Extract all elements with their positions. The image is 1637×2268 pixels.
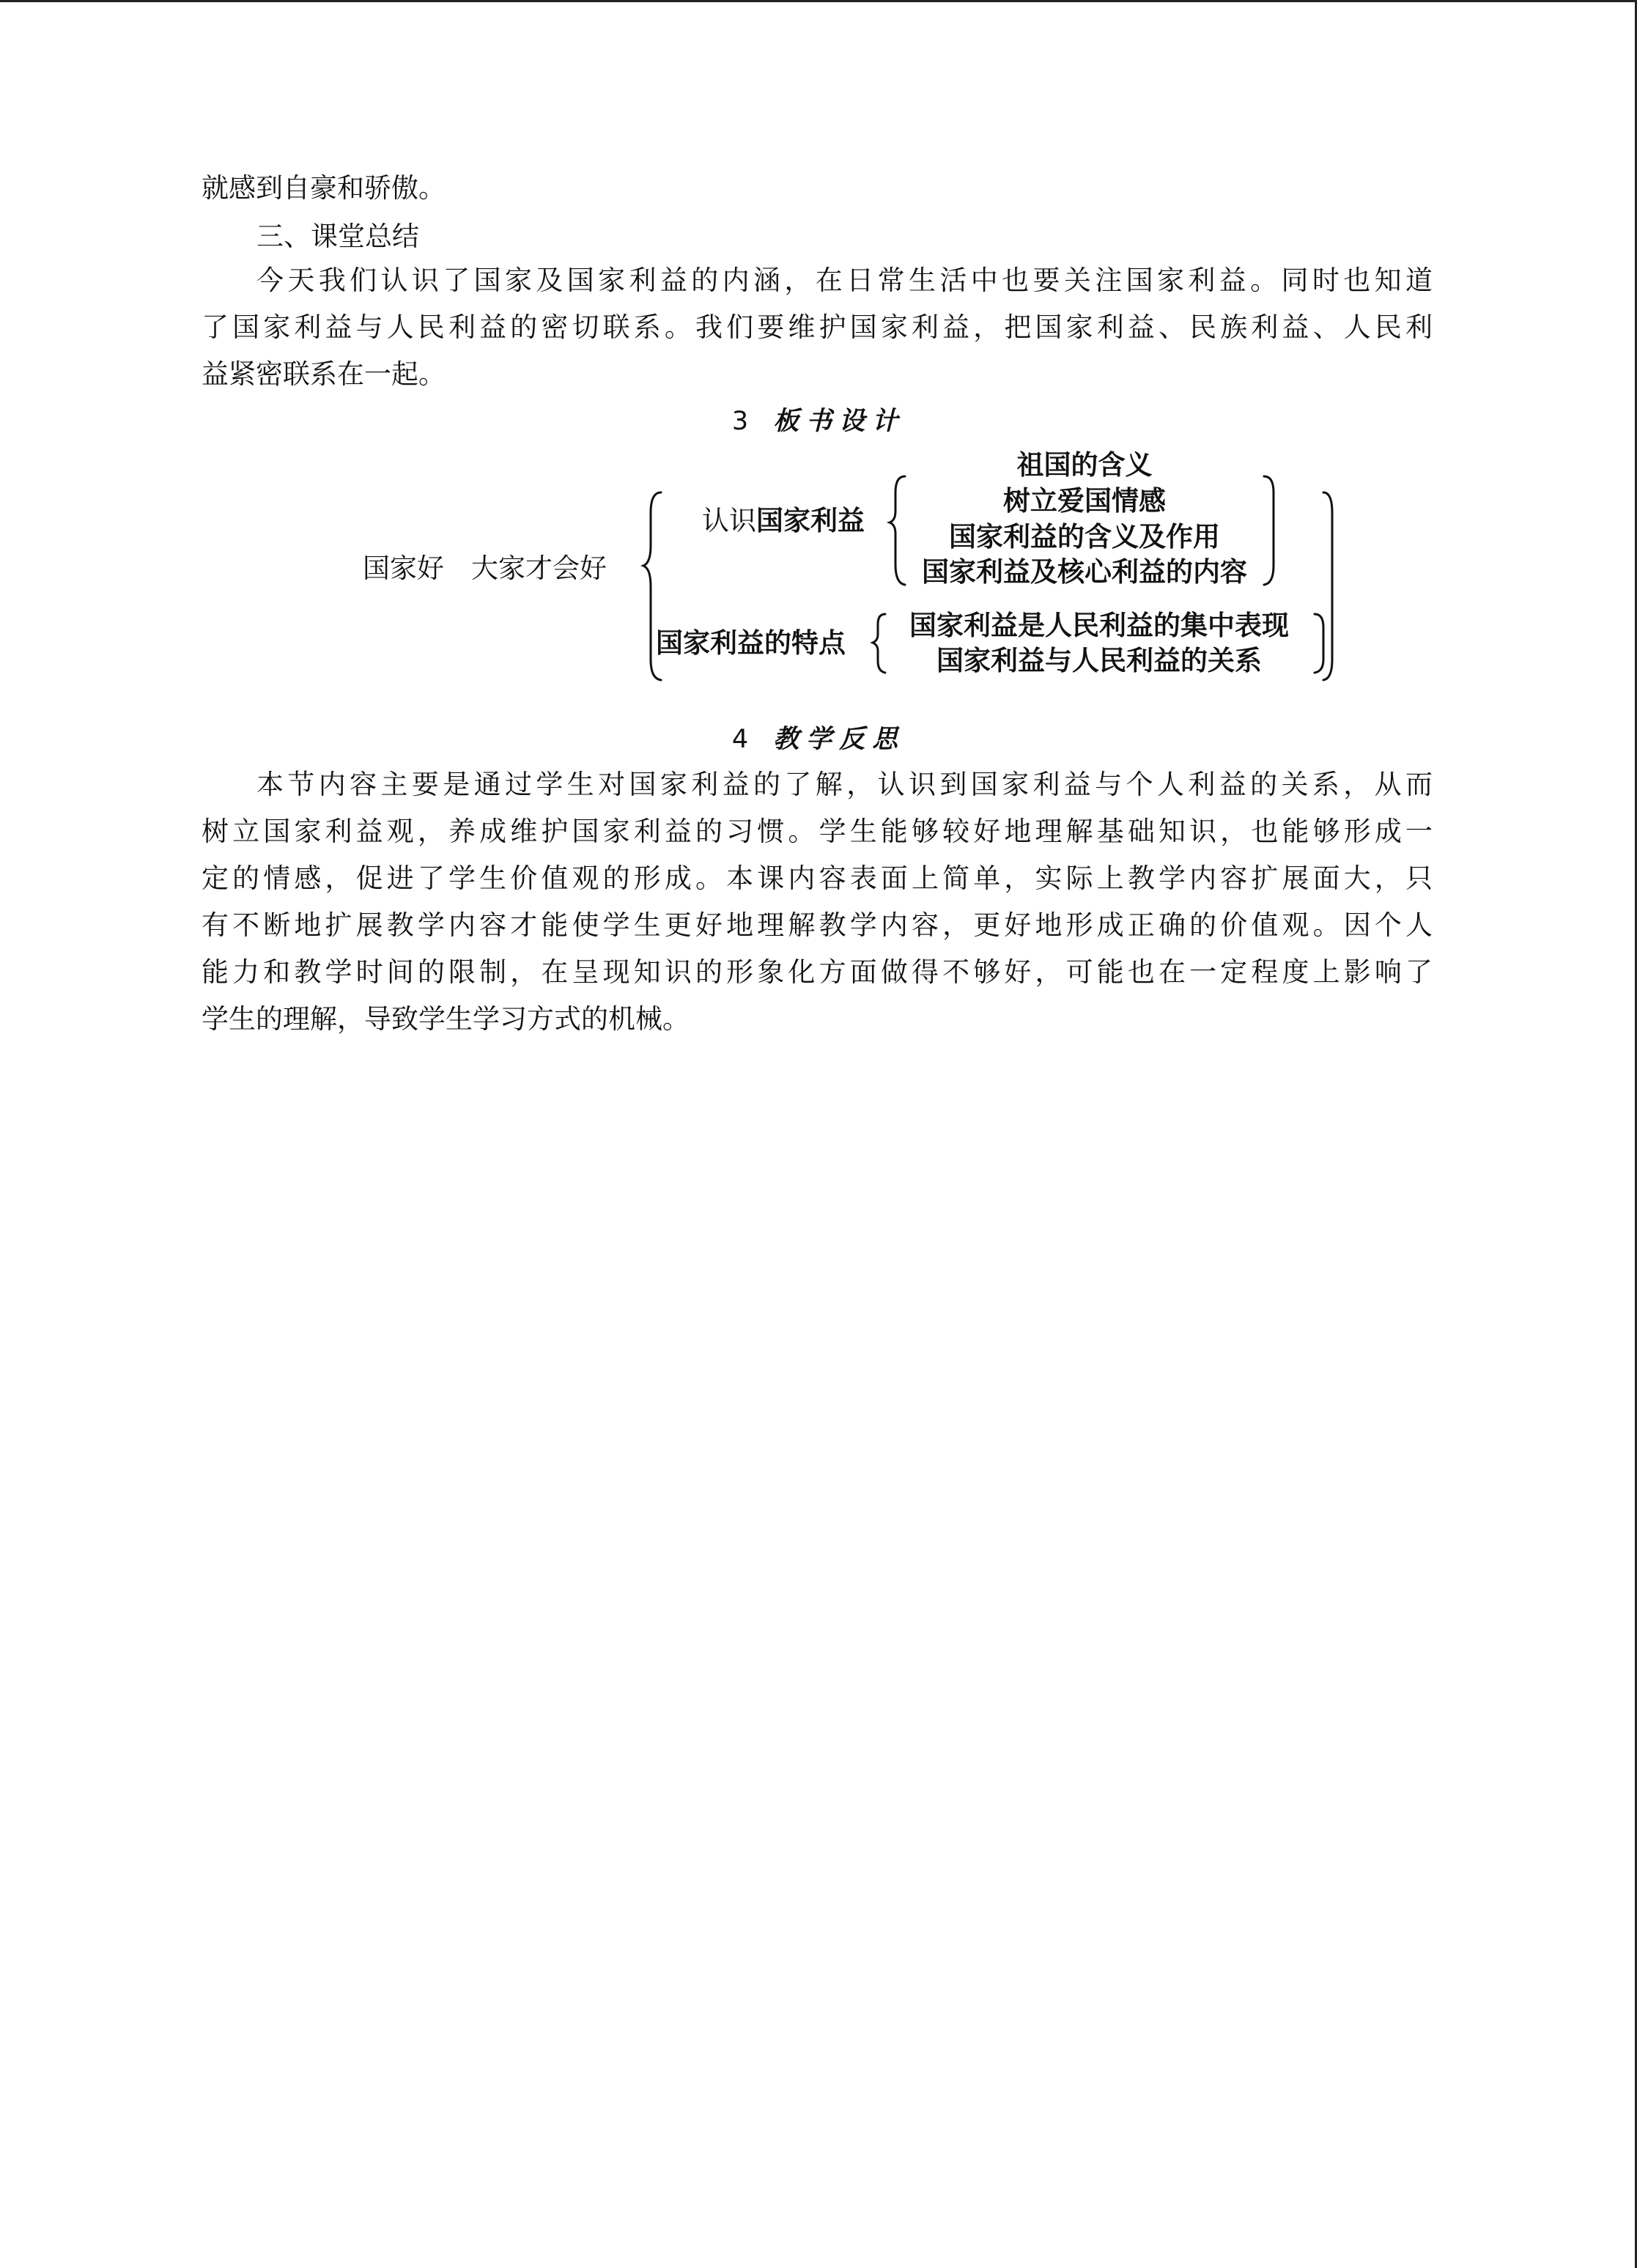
reflection-line-4: 有不断地扩展教学内容才能使学生更好地理解教学内容，更好地形成正确的价值观。因个人 xyxy=(202,909,1433,941)
reflection-heading xyxy=(0,723,1637,756)
summary-line-2: 了国家利益与人民利益的密切联系。我们要维护国家利益，把国家利益、民族利益、人民利 xyxy=(202,311,1433,343)
branch1-label-plain: 认识 xyxy=(702,505,756,536)
branch1-item-4: 国家利益及核心利益的内容 xyxy=(922,556,1247,588)
branch2-label: 国家利益的特点 xyxy=(656,627,846,659)
reflection-line-5: 能力和教学时间的限制，在呈现知识的形象化方面做得不够好，可能也在一定程度上影响了 xyxy=(202,956,1433,988)
board-design-heading xyxy=(0,405,1637,437)
branch1-label-bold: 国家利益 xyxy=(756,505,865,536)
summary-heading: 三、课堂总结 xyxy=(256,221,419,252)
branch2-item-1: 国家利益是人民利益的集中表现 xyxy=(909,610,1289,641)
branch1-label xyxy=(702,504,865,538)
branch2-item-2: 国家利益与人民利益的关系 xyxy=(936,645,1262,676)
reflection-line-1: 本节内容主要是通过学生对国家利益的了解，认识到国家利益与个人利益的关系，从而 xyxy=(256,769,1433,800)
reflection-number: 4 xyxy=(731,725,749,754)
continuation-text: 就感到自豪和骄傲。 xyxy=(202,172,446,204)
summary-line-3: 益紧密联系在一起。 xyxy=(202,358,446,390)
board-design-number: 3 xyxy=(731,407,749,436)
reflection-line-3: 定的情感，促进了学生价值观的形成。本课内容表面上简单，实际上教学内容扩展面大，只 xyxy=(202,862,1433,894)
summary-line-1: 今天我们认识了国家及国家利益的内涵，在日常生活中也要关注国家利益。同时也知道 xyxy=(256,265,1433,296)
reflection-title: 教学反思 xyxy=(773,724,906,754)
reflection-line-2: 树立国家利益观，养成维护国家利益的习惯。学生能够较好地理解基础知识，也能够形成一 xyxy=(202,816,1433,847)
reflection-line-6: 学生的理解，导致学生学习方式的机械。 xyxy=(202,1003,690,1035)
board-root-label: 国家好 大家才会好 xyxy=(363,553,607,584)
branch1-item-2: 树立爱国情感 xyxy=(1003,485,1166,517)
root-right-bracket xyxy=(1323,492,1332,680)
board-design-title: 板书设计 xyxy=(773,406,906,436)
page-border-top xyxy=(0,0,1637,2)
branch1-item-1: 祖国的含义 xyxy=(1016,449,1153,481)
branch1-item-3: 国家利益的含义及作用 xyxy=(949,521,1220,553)
